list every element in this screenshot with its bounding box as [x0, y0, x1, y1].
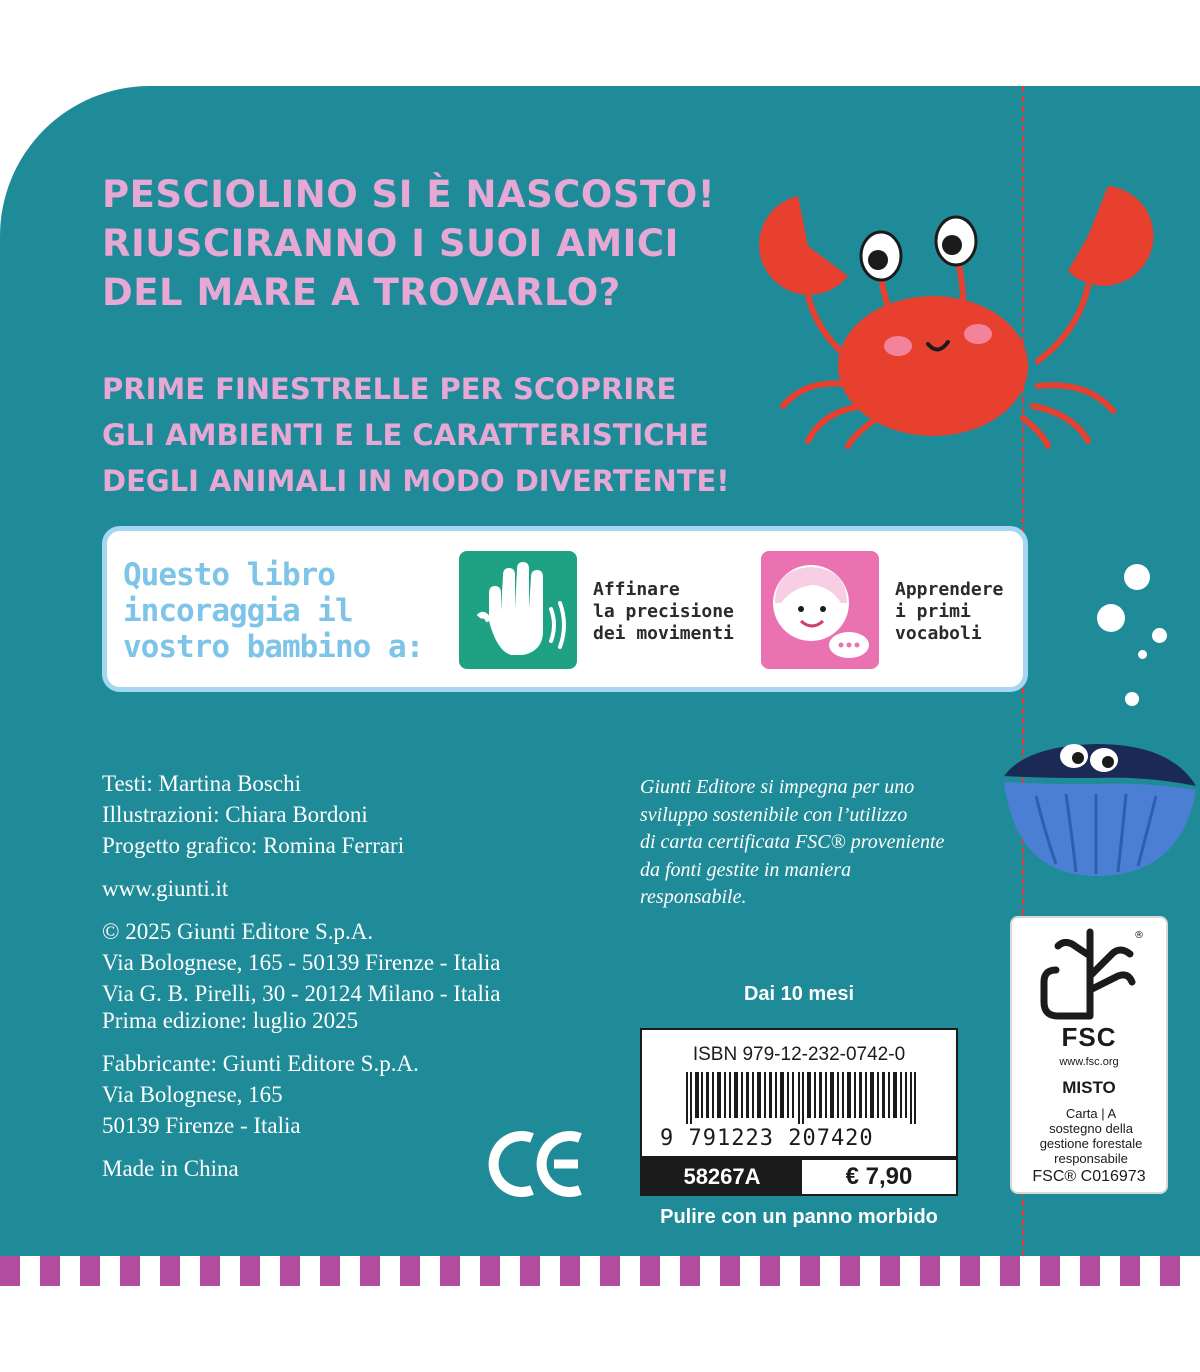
isbn-label: ISBN 979-12-232-0742-0: [692, 1044, 906, 1065]
fsc-note-line: responsabile.: [640, 886, 747, 908]
fsc-description-line: responsabile: [1054, 1151, 1128, 1166]
barcode-icon: [686, 1072, 916, 1124]
svg-text:®: ®: [1134, 930, 1144, 941]
skill-text-line: Apprendere: [895, 579, 1004, 600]
subline: [102, 366, 730, 504]
credit-line: Testi: Martina Boschi: [102, 771, 301, 796]
headline-line: RIUSCIRANNO I SUOI AMICI: [102, 222, 679, 265]
fsc-note-line: di carta certificata FSC® proveniente: [640, 831, 945, 853]
hand-icon: [459, 551, 577, 669]
fsc-url: www.fsc.org: [1059, 1056, 1119, 1068]
price-row: [640, 1158, 958, 1196]
fsc-code: FSC® C016973: [1032, 1168, 1146, 1185]
credit-line: Illustrazioni: Chiara Bordoni: [102, 802, 368, 827]
age-label: Dai 10 mesi: [743, 983, 855, 1005]
fsc-tree-icon: [1038, 926, 1142, 1022]
subline-line: DEGLI ANIMALI IN MODO DIVERTENTE!: [102, 464, 730, 498]
headline: [102, 170, 715, 317]
product-code: 58267A: [642, 1160, 802, 1194]
skill-text-line: dei movimenti: [593, 623, 734, 644]
fsc-description-line: sostegno della: [1049, 1121, 1133, 1136]
manufacturer-line: 50139 Firenze - Italia: [102, 1113, 301, 1138]
skill-text-line: la precisione: [593, 601, 734, 622]
origin-line: Made in China: [102, 1156, 239, 1181]
care-instructions: Pulire con un panno morbido: [660, 1206, 938, 1228]
manufacturer-line: Fabbricante: Giunti Editore S.p.A.: [102, 1051, 419, 1076]
barcode-digits: 9 791223 207420: [660, 1126, 874, 1151]
skill-text-line: Affinare: [593, 579, 680, 600]
barcode-box: [640, 1028, 958, 1158]
publisher-line: Prima edizione: luglio 2025: [102, 1008, 359, 1033]
fsc-note-line: da fonti gestite in maniera: [640, 858, 852, 881]
clam-illustration: [996, 716, 1200, 876]
headline-line: PESCIOLINO SI È NASCOSTO!: [102, 173, 716, 216]
website-link[interactable]: www.giunti.it: [102, 876, 229, 901]
info-box-title: Questo libro incoraggia il vostro bambino a:: [123, 557, 424, 665]
manufacturer-line: Via Bolognese, 165: [102, 1082, 283, 1107]
headline-line: DEL MARE A TROVARLO?: [102, 271, 621, 314]
skill-text: [895, 579, 1055, 645]
bubble: [1152, 628, 1167, 643]
skill-text-line: i primi: [895, 601, 971, 622]
subline-line: PRIME FINESTRELLE PER SCOPRIRE: [102, 372, 677, 406]
ce-mark-icon: [488, 1128, 588, 1200]
skill-text: [593, 579, 753, 645]
credits-block: [102, 768, 602, 1184]
book-back-cover: [0, 86, 1200, 1286]
subline-line: GLI AMBIENTI E LE CARATTERISTICHE: [102, 418, 709, 452]
bubble: [1125, 692, 1139, 706]
skill-text-line: vocaboli: [895, 623, 982, 644]
fsc-description: [1016, 1106, 1166, 1166]
crab-illustration: [738, 156, 1148, 446]
fsc-mix: MISTO: [1062, 1078, 1116, 1097]
striped-border: [0, 1256, 1200, 1286]
bubble: [1124, 564, 1150, 590]
bubble: [1138, 650, 1147, 659]
price-label: € 7,90: [802, 1160, 956, 1194]
info-box: [102, 526, 1028, 692]
fsc-note-line: sviluppo sostenibile con l’utilizzo: [640, 803, 908, 826]
fsc-note-line: Giunti Editore si impegna per uno: [640, 776, 915, 798]
bubble: [1097, 604, 1125, 632]
child-speech-icon: [761, 551, 879, 669]
fsc-wordmark: FSC: [1061, 1022, 1117, 1052]
publisher-line: © 2025 Giunti Editore S.p.A.: [102, 919, 374, 944]
fsc-note: [640, 774, 1010, 912]
publisher-line: Via G. B. Pirelli, 30 - 20124 Milano - Italia: [102, 981, 501, 1006]
credit-line: Progetto grafico: Romina Ferrari: [102, 833, 405, 858]
fsc-description-line: Carta | A: [1065, 1106, 1117, 1121]
fsc-description-line: gestione forestale: [1039, 1136, 1143, 1151]
publisher-line: Via Bolognese, 165 - 50139 Firenze - Italia: [102, 950, 501, 975]
fsc-label: [1010, 916, 1168, 1194]
